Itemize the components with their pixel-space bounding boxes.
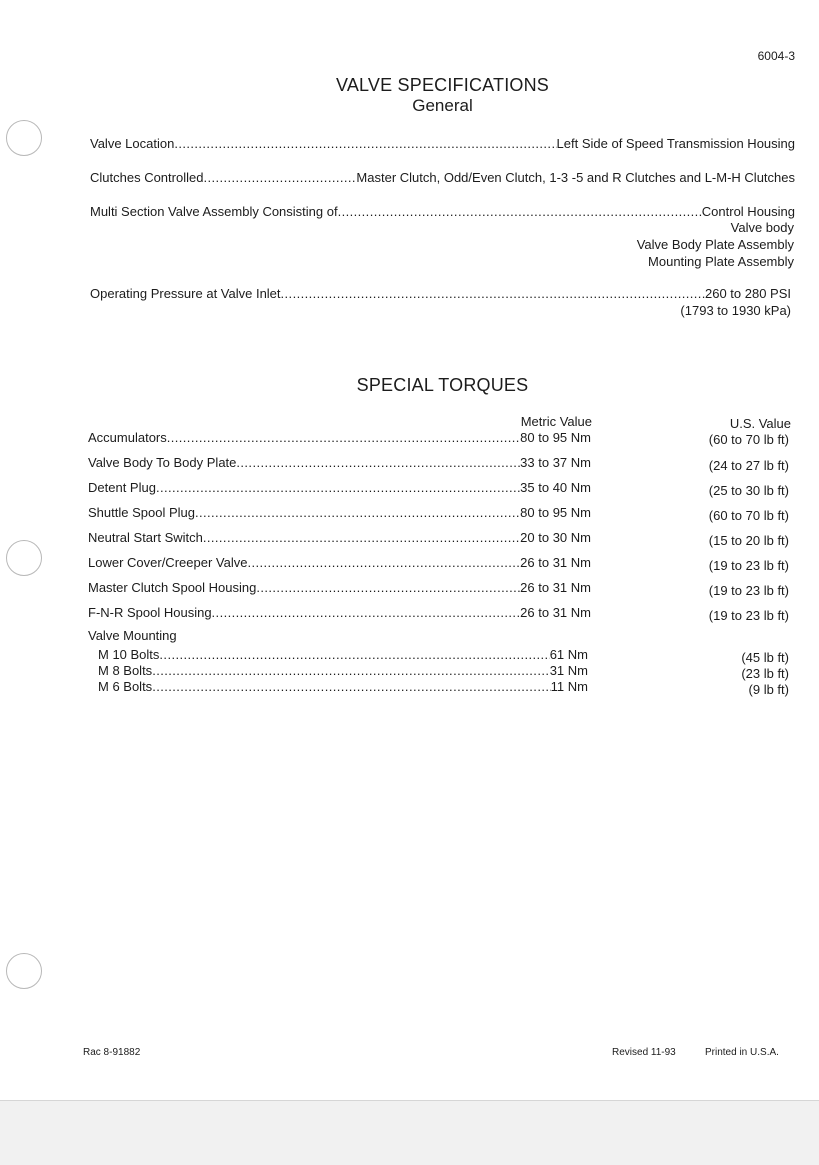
metric-value: 31 Nm	[549, 663, 588, 678]
torque-label: M 10 Bolts	[98, 647, 160, 662]
us-value: (19 to 23 lb ft)	[708, 583, 789, 598]
torque-label: Valve Body To Body Plate	[88, 455, 237, 470]
torque-row-m10-bolts	[98, 647, 588, 662]
us-value: (9 lb ft)	[748, 682, 789, 697]
torque-row-neutral-start-switch	[88, 530, 591, 545]
spec-value: Control Housing	[701, 204, 795, 219]
leader-dots	[195, 505, 520, 520]
torque-row-m6-bolts	[98, 679, 588, 694]
leader-dots	[281, 286, 705, 301]
spec-row-clutches-controlled	[90, 170, 795, 185]
page-number: 6004-3	[757, 49, 795, 63]
torque-label: Accumulators	[88, 430, 167, 445]
metric-value: 26 to 31 Nm	[520, 555, 591, 570]
metric-value: 26 to 31 Nm	[520, 580, 591, 595]
torque-row-lower-cover-creeper	[88, 555, 591, 570]
printed-location: Printed in U.S.A.	[705, 1047, 779, 1058]
us-value-header: U.S. Value	[729, 416, 791, 431]
assembly-item-valve-body: Valve body	[730, 220, 794, 235]
us-value: (60 to 70 lb ft)	[708, 508, 789, 523]
us-value: (60 to 70 lb ft)	[708, 432, 789, 447]
torque-label: Lower Cover/Creeper Valve	[88, 555, 248, 570]
leader-dots	[203, 530, 520, 545]
torques-title: SPECIAL TORQUES	[356, 375, 529, 395]
specs-subtitle: General	[412, 96, 473, 115]
leader-dots	[174, 136, 556, 151]
assembly-item-mounting-plate: Mounting Plate Assembly	[648, 254, 794, 269]
valve-mounting-label: Valve Mounting	[88, 628, 177, 643]
torque-row-valve-body-plate	[88, 455, 591, 470]
torque-row-accumulators	[88, 430, 591, 445]
leader-dots	[338, 204, 702, 219]
us-value: (45 lb ft)	[741, 650, 789, 665]
torque-label: M 8 Bolts	[98, 663, 153, 678]
torque-label: M 6 Bolts	[98, 679, 153, 694]
binder-hole-middle	[6, 540, 42, 576]
metric-value-header: Metric Value	[520, 414, 592, 429]
us-value: (19 to 23 lb ft)	[708, 558, 789, 573]
metric-value: 80 to 95 Nm	[520, 430, 591, 445]
metric-value: 33 to 37 Nm	[520, 455, 591, 470]
torque-row-fnr-spool-housing	[88, 605, 591, 620]
spec-value: Master Clutch, Odd/Even Clutch, 1-3 -5 and R Clutches and L-M-H Clutches	[356, 170, 795, 185]
us-value: (24 to 27 lb ft)	[708, 458, 789, 473]
torque-row-shuttle-spool-plug	[88, 505, 591, 520]
revised-date: Revised 11-93	[612, 1047, 676, 1058]
torque-label: Detent Plug	[88, 480, 156, 495]
leader-dots	[203, 170, 356, 185]
us-value: (23 lb ft)	[741, 666, 789, 681]
leader-dots	[159, 647, 549, 662]
spec-label: Operating Pressure at Valve Inlet	[90, 286, 281, 301]
pressure-metric: (1793 to 1930 kPa)	[680, 303, 791, 318]
spec-row-valve-assembly	[90, 204, 795, 219]
us-value: (15 to 20 lb ft)	[708, 533, 789, 548]
leader-dots	[236, 455, 520, 470]
leader-dots	[212, 605, 521, 620]
torque-label: Master Clutch Spool Housing	[88, 580, 257, 595]
spec-row-valve-location	[90, 136, 795, 151]
torque-row-m8-bolts	[98, 663, 588, 678]
binder-hole-top	[6, 120, 42, 156]
spec-label: Multi Section Valve Assembly Consisting of	[90, 204, 338, 219]
spec-label: Valve Location	[90, 136, 175, 151]
torque-row-detent-plug	[88, 480, 591, 495]
spec-row-operating-pressure	[90, 286, 791, 301]
binder-hole-bottom	[6, 953, 42, 989]
spec-value: 260 to 280 PSI	[704, 286, 791, 301]
assembly-item-body-plate: Valve Body Plate Assembly	[636, 237, 794, 252]
torque-label: Shuttle Spool Plug	[88, 505, 195, 520]
leader-dots	[156, 480, 520, 495]
metric-value: 11 Nm	[550, 679, 588, 694]
metric-value: 26 to 31 Nm	[520, 605, 591, 620]
us-value: (19 to 23 lb ft)	[708, 608, 789, 623]
leader-dots	[152, 663, 550, 678]
scan-background	[0, 1100, 819, 1165]
torque-label: Neutral Start Switch	[88, 530, 203, 545]
metric-value: 20 to 30 Nm	[520, 530, 591, 545]
metric-value: 80 to 95 Nm	[520, 505, 591, 520]
leader-dots	[152, 679, 550, 694]
leader-dots	[247, 555, 520, 570]
leader-dots	[256, 580, 520, 595]
doc-number: Rac 8-91882	[83, 1047, 141, 1058]
torque-label: F-N-R Spool Housing	[88, 605, 212, 620]
metric-value: 61 Nm	[549, 647, 588, 662]
leader-dots	[167, 430, 520, 445]
us-value: (25 to 30 lb ft)	[708, 483, 789, 498]
spec-value: Left Side of Speed Transmission Housing	[556, 136, 795, 151]
metric-value: 35 to 40 Nm	[520, 480, 591, 495]
specs-title: VALVE SPECIFICATIONS	[335, 75, 550, 95]
spec-label: Clutches Controlled	[90, 170, 204, 185]
torque-row-master-clutch-spool	[88, 580, 591, 595]
